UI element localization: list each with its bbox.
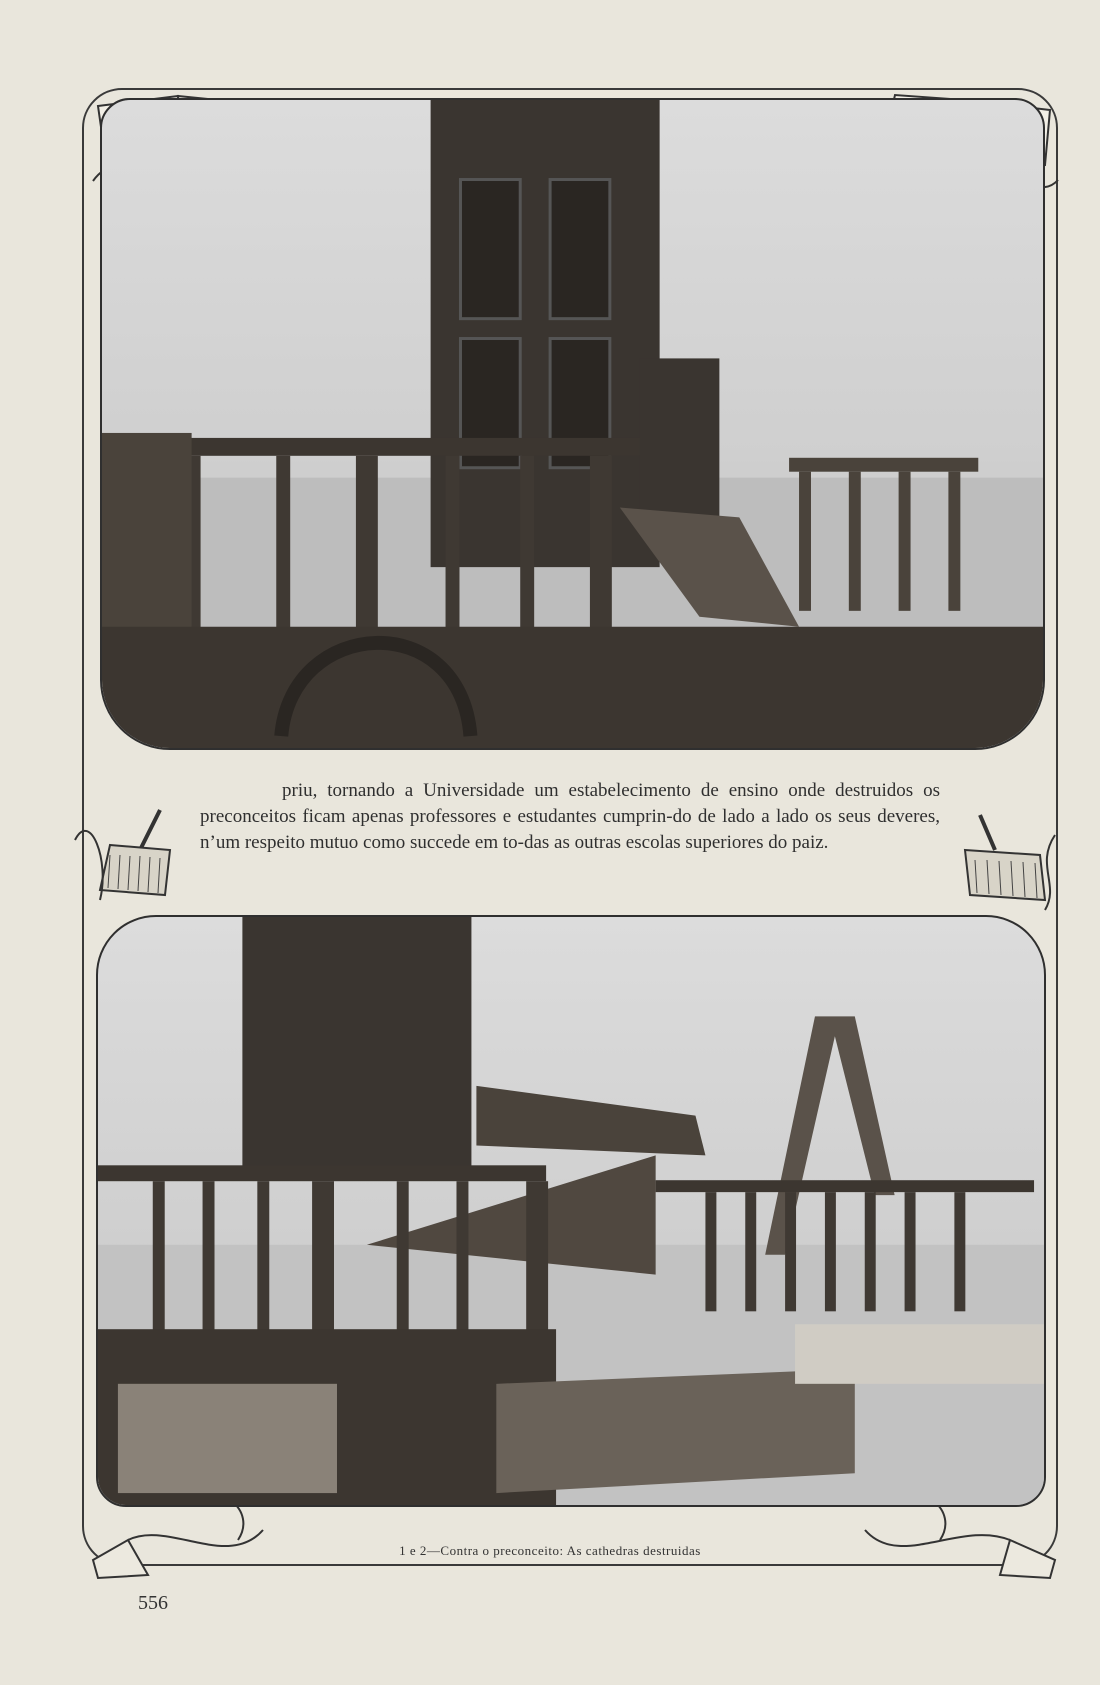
page-number: 556: [138, 1592, 168, 1614]
photo-destroyed-lectern-2: [96, 915, 1046, 1507]
tassel-ornament-left: [70, 800, 190, 910]
article-body-text: priu, tornando a Universidade um estabelecimento de ensino onde destruidos os preconceitos ficam apenas professores e estudantes cumprin-do de lado a lado os seus deveres, n’um respeito mutuo como succede em to-das as outras escolas superiores do paiz.: [200, 780, 940, 853]
photo-destroyed-lectern-1: [100, 98, 1045, 750]
tassel-ornament-right: [955, 805, 1065, 915]
photo-caption: 1 e 2—Contra o preconceito: As cathedras destruidas: [399, 1543, 701, 1558]
